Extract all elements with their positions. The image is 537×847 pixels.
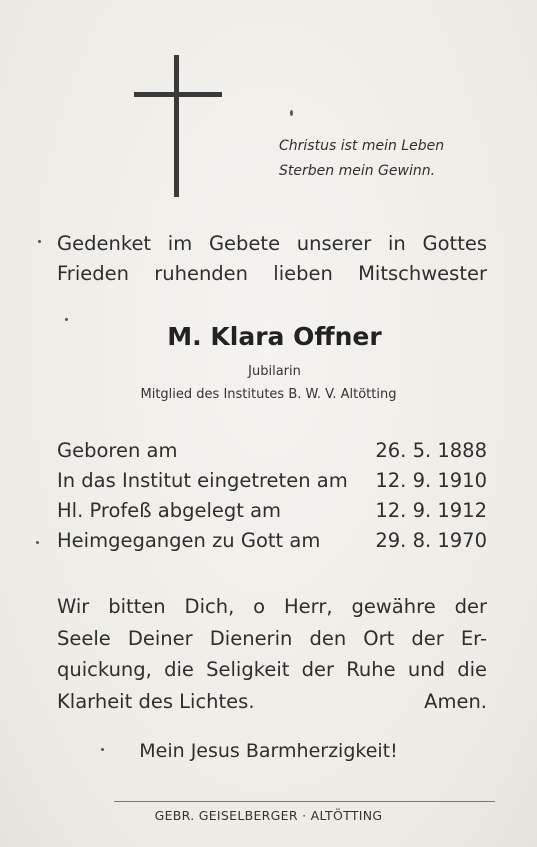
cross-icon	[134, 55, 222, 197]
dates-list	[57, 436, 487, 556]
date-label: Hl. Profeß abgelegt am	[57, 499, 282, 522]
deceased-name-text: M. Klara Offner	[167, 322, 382, 351]
speck	[290, 110, 293, 116]
date-row	[57, 496, 487, 526]
date-value: 29. 8. 1970	[375, 529, 487, 552]
prayer-line-2: Seele Deiner Dienerin den Ort der Er-	[57, 626, 487, 650]
speck	[36, 541, 39, 544]
deceased-title: Jubilarin	[248, 364, 301, 379]
speck	[65, 318, 68, 321]
intro-text	[57, 229, 487, 289]
printer-imprint: GEBR. GEISELBERGER · ALTÖTTING	[154, 808, 383, 823]
date-value: 12. 9. 1912	[375, 499, 487, 522]
motto	[279, 134, 519, 184]
date-row	[57, 436, 487, 466]
date-value: 26. 5. 1888	[375, 439, 487, 462]
prayer-line-1: Wir bitten Dich, o Herr, gewähre der	[57, 595, 487, 618]
closing-invocation: Mein Jesus Barmherzigkeit!	[139, 740, 398, 762]
date-label: Geboren am	[57, 439, 178, 462]
intro-line-2: Frieden ruhenden lieben Mitschwester	[57, 262, 487, 285]
prayer-text	[57, 591, 487, 717]
motto-line-2: Sterben mein Gewinn.	[279, 163, 436, 179]
deceased-name	[0, 322, 537, 351]
divider	[114, 801, 495, 802]
date-row	[57, 526, 487, 556]
motto-line-1: Christus ist mein Leben	[279, 138, 445, 154]
intro-line-1: Gedenket im Gebete unserer in Gottes	[57, 232, 487, 255]
membership-line: Mitglied des Institutes B. W. V. Altötting	[140, 387, 397, 402]
date-row	[57, 466, 487, 496]
speck	[101, 748, 104, 751]
prayer-last-line	[57, 686, 487, 718]
prayer-amen: Amen.	[424, 689, 487, 713]
prayer-line-4: Klarheit des Lichtes.	[57, 689, 255, 713]
prayer-line-3: quickung, die Seligkeit der Ruhe und die	[57, 658, 487, 681]
speck	[38, 240, 41, 243]
date-label: Heimgegangen zu Gott am	[57, 529, 321, 552]
date-label: In das Institut eingetreten am	[57, 469, 348, 492]
date-value: 12. 9. 1910	[375, 469, 487, 492]
